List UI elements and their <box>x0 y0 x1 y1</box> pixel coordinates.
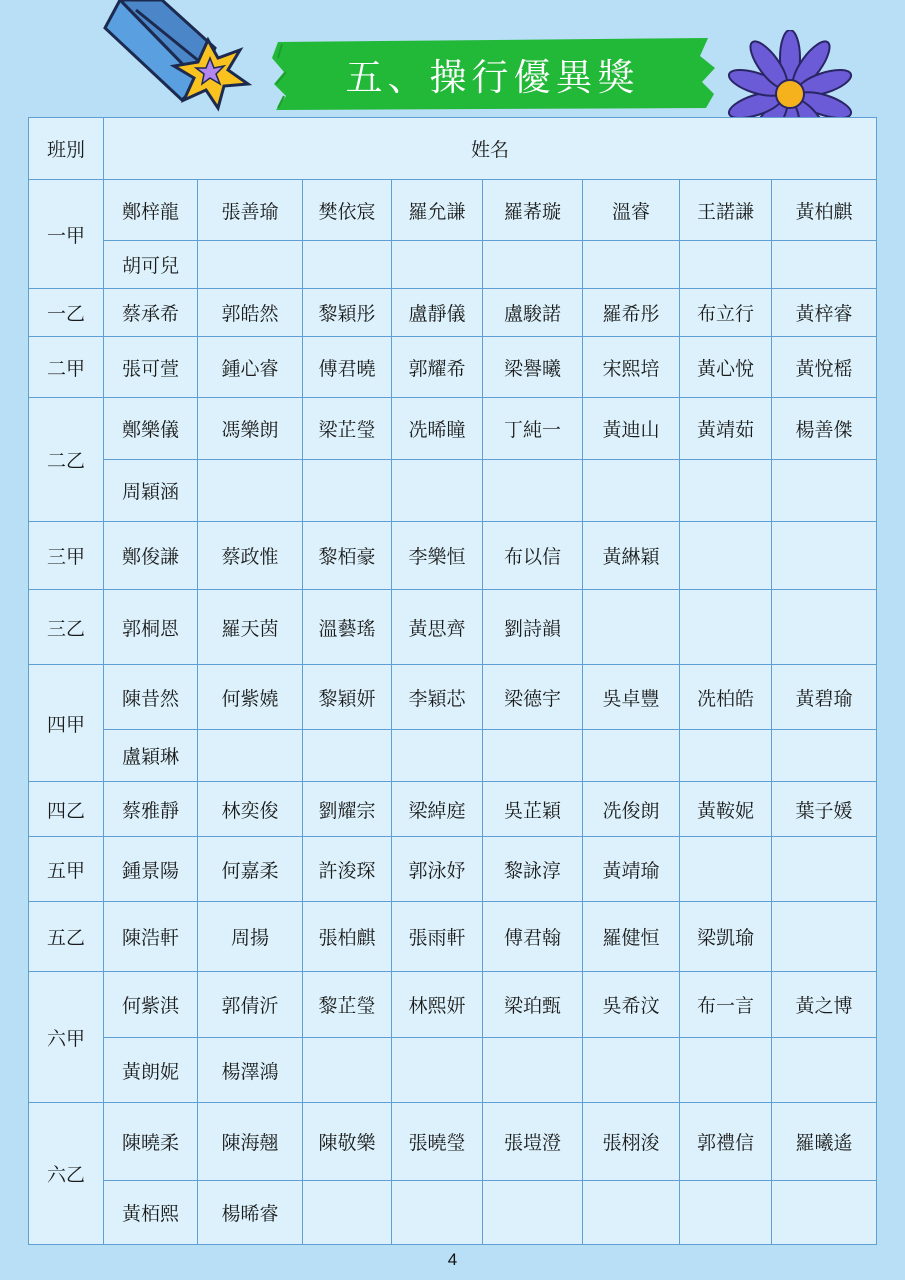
student-name-cell: 羅天茵 <box>198 590 303 665</box>
empty-cell <box>392 1038 483 1103</box>
student-name-cell: 冼晞瞳 <box>392 398 483 460</box>
class-cell: 一甲 <box>29 180 104 289</box>
student-name-cell: 蔡承希 <box>104 289 198 337</box>
student-name-cell: 梁德宇 <box>483 665 583 730</box>
student-name-cell: 張柏麒 <box>303 902 392 972</box>
table-row <box>29 337 877 398</box>
empty-cell <box>303 460 392 522</box>
student-name-cell: 劉詩韻 <box>483 590 583 665</box>
student-name-cell: 盧靜儀 <box>392 289 483 337</box>
student-name-cell: 郭皓然 <box>198 289 303 337</box>
student-name-cell: 鍾心睿 <box>198 337 303 398</box>
shooting-star-icon <box>100 0 260 125</box>
student-name-cell: 傅君翰 <box>483 902 583 972</box>
student-name-cell: 冼俊朗 <box>583 782 680 837</box>
student-name-cell: 黃思齊 <box>392 590 483 665</box>
empty-cell <box>583 1181 680 1245</box>
student-name-cell: 黃靖瑜 <box>583 837 680 902</box>
awards-table-body <box>29 118 877 1245</box>
class-cell: 三乙 <box>29 590 104 665</box>
student-name-cell: 吳卓豐 <box>583 665 680 730</box>
empty-cell <box>772 460 877 522</box>
student-name-cell: 黃靖茹 <box>680 398 772 460</box>
class-header: 班別 <box>29 118 104 180</box>
empty-cell <box>198 241 303 289</box>
empty-cell <box>483 460 583 522</box>
empty-cell <box>483 1181 583 1245</box>
student-name-cell: 黃心悅 <box>680 337 772 398</box>
student-name-cell: 黎栢豪 <box>303 522 392 590</box>
student-name-cell: 張善瑜 <box>198 180 303 241</box>
empty-cell <box>772 837 877 902</box>
student-name-cell: 羅健恒 <box>583 902 680 972</box>
student-name-cell: 陳曉柔 <box>104 1103 198 1181</box>
table-row <box>29 1181 877 1245</box>
empty-cell <box>483 1038 583 1103</box>
student-name-cell: 盧穎琳 <box>104 730 198 782</box>
student-name-cell: 羅曦遙 <box>772 1103 877 1181</box>
student-name-cell: 周揚 <box>198 902 303 972</box>
student-name-cell: 蔡雅靜 <box>104 782 198 837</box>
student-name-cell: 楊善傑 <box>772 398 877 460</box>
student-name-cell: 郭耀希 <box>392 337 483 398</box>
student-name-cell: 黃碧瑜 <box>772 665 877 730</box>
empty-cell <box>680 730 772 782</box>
empty-cell <box>680 1181 772 1245</box>
empty-cell <box>303 1038 392 1103</box>
table-row <box>29 902 877 972</box>
student-name-cell: 黎詠淳 <box>483 837 583 902</box>
student-name-cell: 吳芷穎 <box>483 782 583 837</box>
table-row <box>29 522 877 590</box>
student-name-cell: 張可萱 <box>104 337 198 398</box>
empty-cell <box>198 730 303 782</box>
table-row <box>29 398 877 460</box>
student-name-cell: 馮樂朗 <box>198 398 303 460</box>
empty-cell <box>772 590 877 665</box>
empty-cell <box>680 1038 772 1103</box>
student-name-cell: 羅允謙 <box>392 180 483 241</box>
student-name-cell: 陳敬樂 <box>303 1103 392 1181</box>
student-name-cell: 樊依宸 <box>303 180 392 241</box>
student-name-cell: 冼柏皓 <box>680 665 772 730</box>
empty-cell <box>392 460 483 522</box>
empty-cell <box>303 730 392 782</box>
table-row <box>29 972 877 1038</box>
table-row <box>29 837 877 902</box>
class-cell: 二乙 <box>29 398 104 522</box>
student-name-cell: 劉耀宗 <box>303 782 392 837</box>
student-name-cell: 郭倩沂 <box>198 972 303 1038</box>
student-name-cell: 何嘉柔 <box>198 837 303 902</box>
student-name-cell: 李樂恒 <box>392 522 483 590</box>
student-name-cell: 黃梓睿 <box>772 289 877 337</box>
table-row <box>29 289 877 337</box>
page-title: 五、操行優異獎 <box>345 56 640 99</box>
student-name-cell: 黃之博 <box>772 972 877 1038</box>
student-name-cell: 傅君曉 <box>303 337 392 398</box>
student-name-cell: 張曉瑩 <box>392 1103 483 1181</box>
student-name-cell: 布以信 <box>483 522 583 590</box>
student-name-cell: 黎芷瑩 <box>303 972 392 1038</box>
empty-cell <box>772 1038 877 1103</box>
table-row <box>29 730 877 782</box>
student-name-cell: 溫睿 <box>583 180 680 241</box>
empty-cell <box>772 1181 877 1245</box>
student-name-cell: 黃朗妮 <box>104 1038 198 1103</box>
empty-cell <box>198 460 303 522</box>
student-name-cell: 鄭俊謙 <box>104 522 198 590</box>
student-name-cell: 布一言 <box>680 972 772 1038</box>
class-cell: 一乙 <box>29 289 104 337</box>
student-name-cell: 王諾謙 <box>680 180 772 241</box>
empty-cell <box>483 730 583 782</box>
student-name-cell: 梁譽曦 <box>483 337 583 398</box>
student-name-cell: 楊澤鴻 <box>198 1038 303 1103</box>
empty-cell <box>680 241 772 289</box>
student-name-cell: 丁純一 <box>483 398 583 460</box>
student-name-cell: 黎穎妍 <box>303 665 392 730</box>
empty-cell <box>303 1181 392 1245</box>
empty-cell <box>583 460 680 522</box>
student-name-cell: 鄭梓龍 <box>104 180 198 241</box>
student-name-cell: 布立行 <box>680 289 772 337</box>
student-name-cell: 陳浩軒 <box>104 902 198 972</box>
student-name-cell: 陳昔然 <box>104 665 198 730</box>
student-name-cell: 羅希彤 <box>583 289 680 337</box>
student-name-cell: 蔡政惟 <box>198 522 303 590</box>
table-row <box>29 1103 877 1181</box>
student-name-cell: 盧駿諾 <box>483 289 583 337</box>
empty-cell <box>583 730 680 782</box>
student-name-cell: 黃鞍妮 <box>680 782 772 837</box>
student-name-cell: 何紫嬈 <box>198 665 303 730</box>
student-name-cell: 黃柏麒 <box>772 180 877 241</box>
student-name-cell: 黃栢熙 <box>104 1181 198 1245</box>
names-header: 姓名 <box>104 118 877 180</box>
empty-cell <box>772 730 877 782</box>
student-name-cell: 黃綝穎 <box>583 522 680 590</box>
empty-cell <box>680 460 772 522</box>
table-row <box>29 665 877 730</box>
class-cell: 四乙 <box>29 782 104 837</box>
student-name-cell: 梁綽庭 <box>392 782 483 837</box>
student-name-cell: 許浚琛 <box>303 837 392 902</box>
student-name-cell: 郭禮信 <box>680 1103 772 1181</box>
table-row <box>29 180 877 241</box>
empty-cell <box>583 241 680 289</box>
class-cell: 六甲 <box>29 972 104 1103</box>
student-name-cell: 周穎涵 <box>104 460 198 522</box>
class-cell: 二甲 <box>29 337 104 398</box>
empty-cell <box>392 730 483 782</box>
student-name-cell: 宋熙培 <box>583 337 680 398</box>
student-name-cell: 葉子媛 <box>772 782 877 837</box>
student-name-cell: 郭桐恩 <box>104 590 198 665</box>
empty-cell <box>583 1038 680 1103</box>
student-name-cell: 林熙妍 <box>392 972 483 1038</box>
empty-cell <box>680 522 772 590</box>
student-name-cell: 梁凱瑜 <box>680 902 772 972</box>
student-name-cell: 黃迪山 <box>583 398 680 460</box>
student-name-cell: 鍾景陽 <box>104 837 198 902</box>
empty-cell <box>772 241 877 289</box>
student-name-cell: 羅莃璇 <box>483 180 583 241</box>
student-name-cell: 黎穎彤 <box>303 289 392 337</box>
student-name-cell: 胡可兒 <box>104 241 198 289</box>
student-name-cell: 李穎芯 <box>392 665 483 730</box>
table-row <box>29 1038 877 1103</box>
student-name-cell: 陳海翹 <box>198 1103 303 1181</box>
student-name-cell: 何紫淇 <box>104 972 198 1038</box>
empty-cell <box>772 902 877 972</box>
student-name-cell: 張栩浚 <box>583 1103 680 1181</box>
table-row <box>29 460 877 522</box>
class-cell: 三甲 <box>29 522 104 590</box>
table-row <box>29 782 877 837</box>
student-name-cell: 吳希汶 <box>583 972 680 1038</box>
empty-cell <box>583 590 680 665</box>
student-name-cell: 張雨軒 <box>392 902 483 972</box>
class-cell: 六乙 <box>29 1103 104 1245</box>
page-number: 4 <box>447 1250 458 1269</box>
student-name-cell: 鄭樂儀 <box>104 398 198 460</box>
student-name-cell: 梁珀甄 <box>483 972 583 1038</box>
empty-cell <box>303 241 392 289</box>
header-row <box>29 118 877 180</box>
class-cell: 四甲 <box>29 665 104 782</box>
student-name-cell: 郭泳妤 <box>392 837 483 902</box>
empty-cell <box>392 1181 483 1245</box>
table-row <box>29 241 877 289</box>
table-row <box>29 590 877 665</box>
class-cell: 五乙 <box>29 902 104 972</box>
empty-cell <box>680 590 772 665</box>
student-name-cell: 溫藝瑤 <box>303 590 392 665</box>
student-name-cell: 林奕俊 <box>198 782 303 837</box>
empty-cell <box>772 522 877 590</box>
student-name-cell: 梁芷瑩 <box>303 398 392 460</box>
class-cell: 五甲 <box>29 837 104 902</box>
awards-table <box>28 117 877 1245</box>
empty-cell <box>680 837 772 902</box>
empty-cell <box>483 241 583 289</box>
empty-cell <box>392 241 483 289</box>
student-name-cell: 黃悅榣 <box>772 337 877 398</box>
student-name-cell: 楊晞睿 <box>198 1181 303 1245</box>
student-name-cell: 張塏澄 <box>483 1103 583 1181</box>
